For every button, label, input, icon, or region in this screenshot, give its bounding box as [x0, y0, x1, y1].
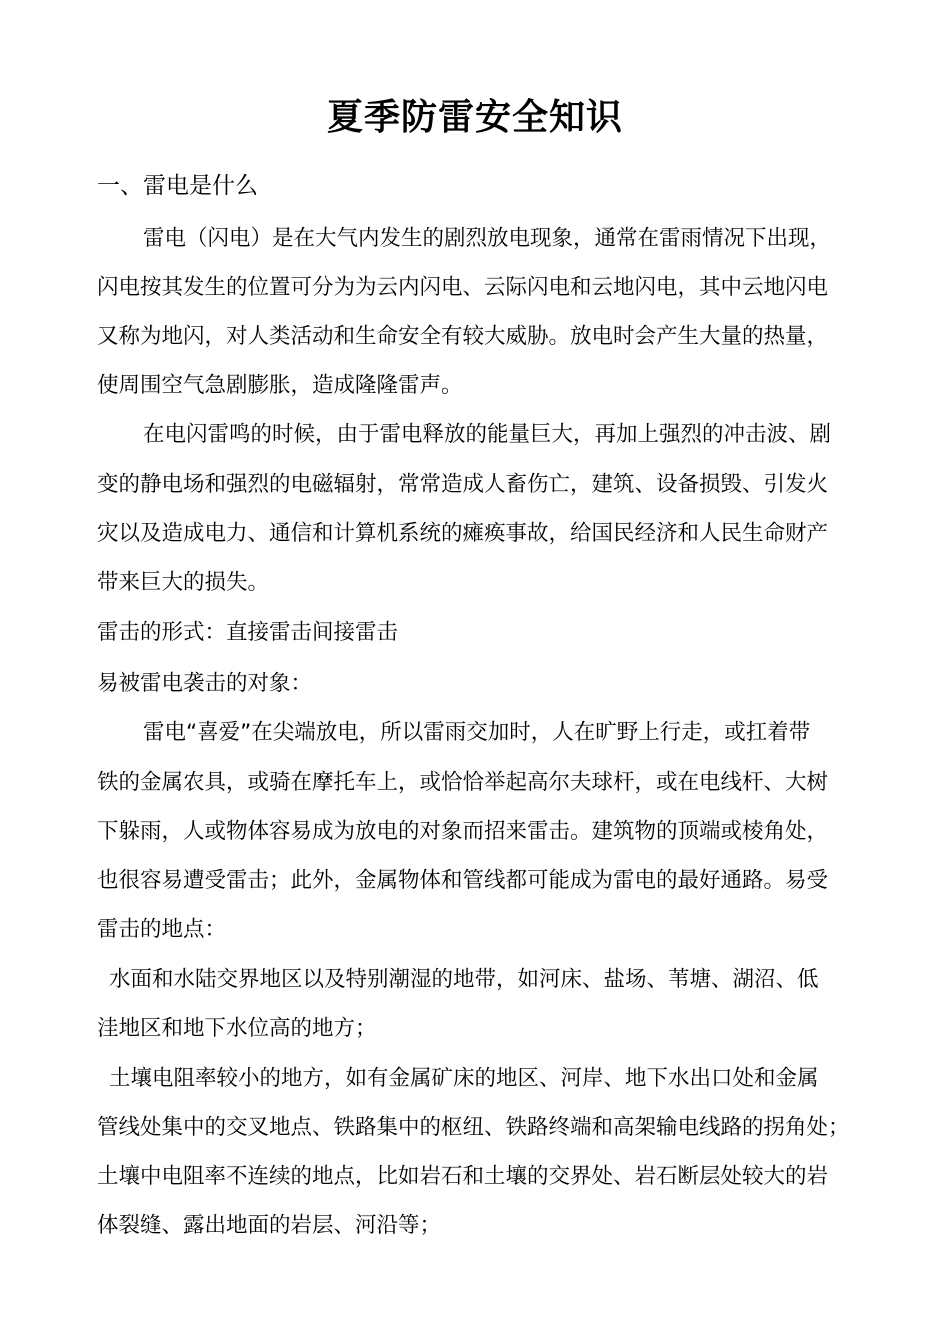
paragraph-line: 带来巨大的损失。	[97, 570, 270, 595]
paragraph-line: 水面和水陆交界地区以及特别潮湿的地带，如河床、盐场、苇塘、湖沼、低	[109, 967, 819, 992]
document-title: 夏季防雷安全知识	[326, 97, 623, 138]
paragraph-line: 易被雷电袭击的对象：	[97, 671, 313, 696]
paragraph-line: 雷击的形式：直接雷击间接雷击	[97, 620, 399, 645]
paragraph-line: 闪电按其发生的位置可分为为云内闪电、云际闪电和云地闪电，其中云地闪电	[97, 275, 829, 300]
paragraph-line: 管线处集中的交叉地点、铁路集中的枢纽、铁路终端和高架输电线路的拐角处；	[97, 1115, 850, 1140]
paragraph-line: 雷击的地点：	[97, 917, 227, 942]
paragraph-line: 变的静电场和强烈的电磁辐射，常常造成人畜伤亡，建筑、设备损毁、引发火	[97, 472, 829, 497]
section-heading: 一、雷电是什么	[97, 173, 258, 199]
paragraph-line: 下躲雨，人或物体容易成为放电的对象而招来雷击。建筑物的顶端或棱角处，	[97, 819, 829, 844]
paragraph-line: 土壤中电阻率不连续的地点，比如岩石和土壤的交界处、岩石断层处较大的岩	[97, 1164, 829, 1189]
paragraph-line: 雷电“喜爱”在尖端放电，所以雷雨交加时，人在旷野上行走，或扛着带	[143, 720, 811, 745]
paragraph-line: 灾以及造成电力、通信和计算机系统的瘫痪事故，给国民经济和人民生命财产	[97, 521, 829, 546]
paragraph-line: 铁的金属农具，或骑在摩托车上，或恰恰举起高尔夫球杆，或在电线杆、大树	[97, 770, 829, 795]
paragraph-line: 土壤电阻率较小的地方，如有金属矿床的地区、河岸、地下水出口处和金属	[109, 1066, 819, 1091]
paragraph-line: 在电闪雷鸣的时候，由于雷电释放的能量巨大，再加上强烈的冲击波、剧	[143, 422, 832, 447]
paragraph-line: 雷电（闪电）是在大气内发生的剧烈放电现象，通常在雷雨情况下出现，	[143, 226, 832, 251]
paragraph-line: 使周围空气急剧膨胀，造成隆隆雷声。	[97, 373, 463, 398]
paragraph-line: 也很容易遭受雷击；此外，金属物体和管线都可能成为雷电的最好通路。易受	[97, 868, 829, 893]
paragraph-line: 体裂缝、露出地面的岩层、河沿等；	[97, 1213, 442, 1238]
paragraph-line: 洼地区和地下水位高的地方；	[97, 1016, 377, 1041]
paragraph-line: 又称为地闪，对人类活动和生命安全有较大威胁。放电时会产生大量的热量，	[97, 324, 829, 349]
